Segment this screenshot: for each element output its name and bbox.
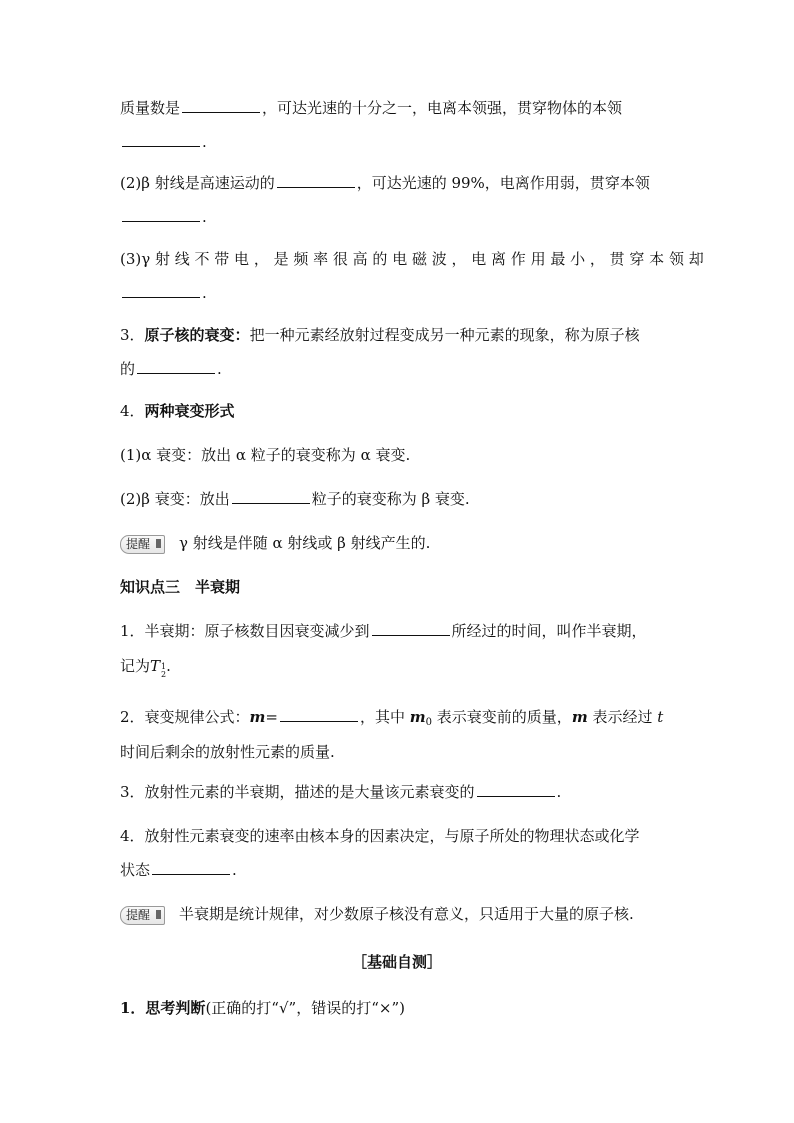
text: 质量数是 [120, 99, 181, 117]
line-nuclear-decay [120, 324, 640, 345]
fill-blank[interactable] [122, 132, 200, 147]
text: (2)β 射线是高速运动的 [120, 174, 275, 192]
text: (正确的打“√”，错误的打“×”) [205, 999, 405, 1017]
tip-gamma [120, 532, 430, 554]
line-half-life-def [120, 620, 647, 641]
text: 1．思考判断 [120, 999, 206, 1017]
fill-blank[interactable] [152, 860, 230, 875]
tip-badge: 提醒 [120, 535, 165, 554]
text: . [202, 133, 207, 151]
text: . [202, 284, 207, 302]
fill-blank[interactable] [122, 283, 200, 298]
line-blank-2 [120, 207, 207, 226]
text: 粒子的衰变称为 β 衰变. [311, 490, 470, 508]
line-half-life-symbol [120, 655, 171, 679]
line-alpha-decay [120, 444, 410, 465]
line-state-blank [120, 859, 237, 880]
text: . [166, 657, 171, 675]
symbol-m: m [249, 708, 266, 726]
text: 所经过的时间，叫作半衰期， [451, 622, 647, 640]
fill-blank[interactable] [477, 782, 555, 797]
fill-blank[interactable] [137, 359, 215, 374]
text: . [556, 783, 562, 801]
fill-blank[interactable] [232, 489, 310, 504]
fill-blank[interactable] [182, 98, 260, 113]
text: 记为 [120, 657, 151, 675]
text: γ 射线是伴随 α 射线或 β 射线产生的. [179, 534, 431, 552]
text: ，可达光速的 99%，电离作用弱，贯穿本领 [356, 174, 650, 192]
text: . [232, 861, 237, 879]
text: 4． [120, 402, 145, 420]
text: 时间后剩余的放射性元素的质量. [120, 743, 335, 761]
fill-blank[interactable] [280, 707, 358, 722]
text: (3)γ 射 线 不 带 电 ， 是 频 率 很 高 的 电 磁 波 ， 电 离 作 用 最 小 ， 贯 穿 本 领 却 [120, 250, 704, 268]
line-two-decay-forms [120, 400, 235, 421]
text: . [202, 208, 207, 226]
text: = [265, 708, 278, 726]
line-beta-decay [120, 488, 470, 509]
fill-blank[interactable] [122, 207, 200, 222]
text: 1．半衰期：原子核数目因衰变减少到 [120, 622, 370, 640]
text: 状态 [120, 861, 151, 879]
text: (1)α 衰变：放出 α 粒子的衰变称为 α 衰变. [120, 446, 411, 464]
section-half-life [120, 576, 240, 597]
text: 的 [120, 360, 136, 378]
heading-basic-self-test: ［基础自测］ [351, 953, 442, 971]
denominator: 2 [161, 670, 167, 679]
fill-blank[interactable] [372, 621, 450, 636]
text: 2．衰变规律公式： [120, 708, 250, 726]
text: ，其中 [360, 708, 410, 726]
text: 半衰期是统计规律，对少数原子核没有意义，只适用于大量的原子核. [179, 905, 634, 923]
symbol-m0: m [409, 708, 426, 726]
line-mass-number [120, 97, 622, 118]
line-blank-1 [120, 132, 207, 151]
line-half-life-statistics [120, 781, 561, 802]
line-gamma-ray [120, 248, 704, 269]
text: (2)β 衰变：放出 [120, 490, 230, 508]
line-decay-blank [120, 358, 222, 379]
symbol-T: T [150, 657, 161, 675]
text: 3． [120, 326, 145, 344]
fill-blank[interactable] [277, 173, 355, 188]
text: 把一种元素经放射过程变成另一种元素的现象，称为原子核 [249, 326, 640, 344]
line-decay-formula [120, 706, 663, 728]
text: 表示衰变前的质量， [432, 708, 572, 726]
line-beta-ray [120, 172, 650, 193]
text: ，可达光速的十分之一，电离本领强，贯穿物体的本领 [262, 99, 623, 117]
text: 3．放射性元素的半衰期，描述的是大量该元素衰变的 [120, 783, 475, 801]
tip-badge: 提醒 [120, 906, 165, 925]
tip-half-life [120, 903, 634, 925]
symbol-m: m [571, 708, 588, 726]
line-judgement [120, 997, 405, 1018]
symbol-t: t [657, 708, 664, 726]
line-decay-rate [120, 825, 640, 846]
subscript: 0 [425, 717, 433, 728]
text: . [217, 360, 222, 378]
line-remaining-mass [120, 741, 335, 762]
section-title: 知识点三 半衰期 [120, 578, 241, 596]
text: 表示经过 [587, 708, 658, 726]
text: 原子核的衰变： [144, 326, 250, 344]
line-blank-3 [120, 283, 207, 302]
numerator: 1 [161, 662, 167, 671]
text: 两种衰变形式 [144, 402, 235, 420]
text: 4．放射性元素衰变的速率由核本身的因素决定，与原子所处的物理状态或化学 [120, 827, 640, 845]
